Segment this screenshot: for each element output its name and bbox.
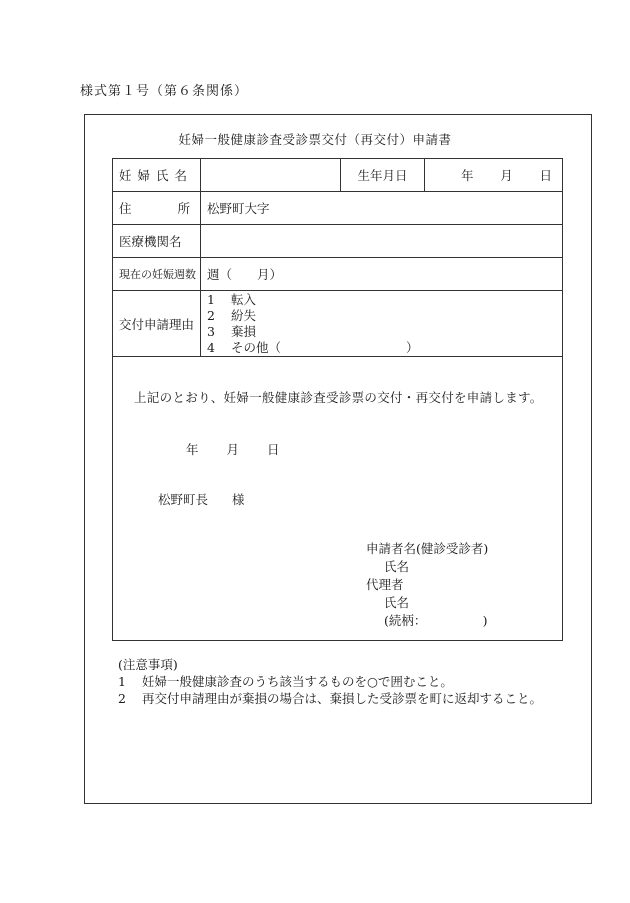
date-day-label: 日 — [267, 442, 280, 457]
birth-day-label: 日 — [539, 168, 552, 183]
applicant-block — [366, 540, 488, 630]
addressee — [158, 490, 245, 508]
applicant-name-label[interactable]: 氏名 — [384, 559, 410, 574]
birthdate-label: 生年月日 — [341, 159, 425, 192]
note-item: 1 妊婦一般健康診査のうち該当するものを○で囲むこと。 — [118, 674, 453, 689]
applicant-header: 申請者名(健診受診者) — [366, 541, 489, 556]
address-field[interactable]: 松野町大字 — [201, 192, 563, 225]
reason-option[interactable]: 3 棄損 — [207, 323, 257, 339]
form-number: 様式第１号（第６条関係） — [80, 84, 249, 99]
address-label — [113, 192, 201, 225]
address-label-2: 所 — [177, 201, 190, 216]
name-field[interactable] — [201, 159, 341, 192]
institution-label: 医療機関名 — [113, 225, 201, 258]
institution-field[interactable] — [201, 225, 563, 258]
proxy-label: 代理者 — [366, 577, 404, 592]
addressee-honorific: 様 — [232, 492, 245, 507]
application-statement: 上記のとおり、妊婦一般健康診査受診票の交付・再交付を申請します。 — [134, 390, 543, 405]
proxy-relation[interactable]: (続柄： ) — [384, 613, 488, 628]
addressee-name: 松野町長 — [158, 492, 209, 507]
notes-section — [118, 656, 542, 707]
birth-year-label: 年 — [461, 168, 474, 183]
pregnancy-weeks-label: 現在の妊娠週数 — [113, 258, 201, 291]
reason-option[interactable]: 2 紛失 — [207, 307, 257, 323]
reason-option[interactable]: 4 その他（ ） — [207, 339, 419, 355]
date-month-label: 月 — [226, 442, 240, 457]
notes-header: (注意事項) — [118, 657, 178, 672]
name-label: 妊婦氏名 — [113, 159, 201, 192]
reason-label: 交付申請理由 — [113, 291, 201, 357]
date-year-label: 年 — [186, 442, 199, 457]
pregnancy-weeks-field[interactable]: 週（ 月） — [201, 258, 563, 291]
document-title: 妊婦一般健康診査受診票交付（再交付）申請書 — [178, 132, 452, 147]
birthdate-field[interactable] — [425, 159, 563, 192]
reason-option[interactable]: 1 転入 — [207, 291, 257, 307]
birth-month-label: 月 — [500, 168, 513, 183]
reason-options — [201, 291, 563, 357]
note-item: 2 再交付申請理由が棄損の場合は、棄損した受診票を町に返却すること。 — [118, 691, 543, 706]
proxy-name-label[interactable]: 氏名 — [384, 595, 410, 610]
address-label-1: 住 — [119, 201, 132, 216]
application-date[interactable] — [186, 440, 304, 458]
